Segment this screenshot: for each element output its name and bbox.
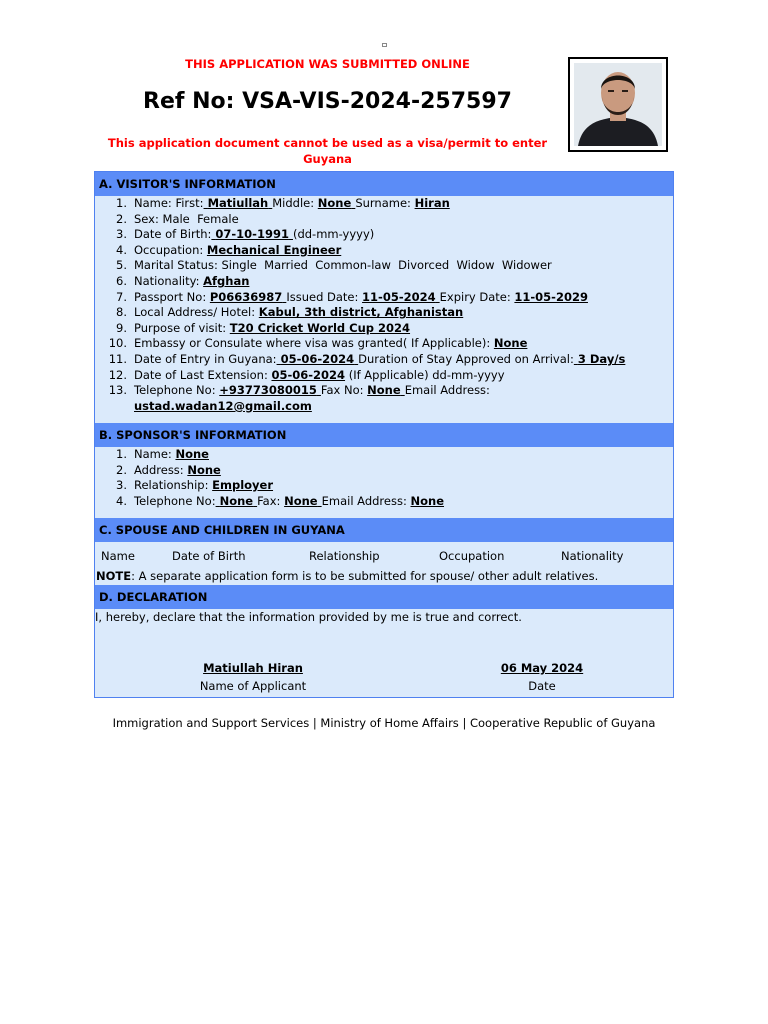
tiny-image-placeholder (382, 43, 387, 47)
field-label: Fax No: (320, 383, 364, 398)
sponsor-relationship-value: Employer (212, 478, 274, 493)
field-label: Local Address/ Hotel: (134, 305, 256, 320)
field-label: Nationality: (134, 273, 200, 288)
column-occupation: Occupation (439, 549, 505, 563)
application-form (94, 171, 674, 698)
list-number: 5. (116, 258, 127, 273)
field-label: Issued Date: (286, 289, 359, 304)
visitor-info-list (95, 196, 673, 414)
list-number: 1. (116, 447, 127, 461)
sponsor-email-value: None (410, 493, 445, 508)
column-relationship: Relationship (309, 549, 380, 563)
portrait-image (574, 63, 662, 146)
telephone-value: +93773080015 (219, 383, 317, 398)
field-label: Surname: (355, 196, 411, 210)
field-label: Middle: (272, 196, 315, 210)
sex-options: Male Female (162, 211, 239, 226)
list-number: 12. (108, 367, 127, 382)
list-item-extension (95, 368, 673, 384)
list-item-sex (95, 212, 673, 228)
field-label: Fax: (257, 493, 281, 508)
list-item-marital (95, 258, 673, 274)
reference-number: Ref No: VSA-VIS-2024-257597 (143, 89, 512, 114)
spouse-note (96, 569, 598, 583)
date-value: 06 May 2024 (500, 661, 584, 675)
list-number: 1. (116, 196, 127, 210)
field-label: Occupation: (134, 242, 204, 257)
entry-date-value: 05-06-2024 (280, 351, 355, 366)
passport-value: P06636987 (209, 289, 283, 304)
first-name-value: Matiullah (207, 196, 269, 210)
note-text: : A separate application form is to be submitted for spouse/ other adult relatives. (131, 569, 599, 583)
applicant-name-caption: Name of Applicant (199, 679, 307, 693)
sponsor-info-list (95, 447, 673, 509)
list-item-sponsor-relationship (95, 478, 673, 494)
list-item-entry (95, 352, 673, 368)
field-label: Sex: (134, 211, 159, 226)
embassy-value: None (493, 336, 528, 351)
field-label: Email Address: (321, 493, 407, 508)
sponsor-telephone-value: None (219, 493, 254, 508)
field-label: Telephone No: (134, 493, 216, 508)
field-label: Expiry Date: (439, 289, 511, 304)
visa-warning: This application document cannot be used as a visa/permit to enter Guyana (107, 136, 548, 166)
declaration-statement: I, hereby, declare that the information provided by me is true and correct. (95, 610, 522, 624)
field-label: Purpose of visit: (134, 320, 227, 335)
list-number: 4. (116, 242, 127, 257)
list-item-sponsor-telephone (95, 494, 673, 510)
column-name: Name (101, 549, 135, 563)
extension-value: 05-06-2024 (271, 367, 346, 382)
list-item-sponsor-name (95, 447, 673, 463)
section-d-header: D. DECLARATION (95, 585, 673, 609)
applicant-name-value: Matiullah Hiran (203, 661, 303, 675)
list-item-dob (95, 227, 673, 243)
field-label: Marital Status: (134, 258, 218, 273)
nationality-value: Afghan (203, 273, 250, 288)
dob-value: 07-10-1991 (215, 227, 289, 242)
extension-format: (If Applicable) dd-mm-yyyy (348, 367, 505, 382)
surname-value: Hiran (414, 196, 450, 210)
email-value: ustad.wadan12@gmail.com (134, 398, 312, 413)
section-c-header: C. SPOUSE AND CHILDREN IN GUYANA (95, 518, 673, 542)
list-item-passport (95, 290, 673, 306)
list-item-nationality (95, 274, 673, 290)
footer-text: Immigration and Support Services | Ministry of Home Affairs | Cooperative Republic of Guyana (112, 716, 656, 730)
field-label: Embassy or Consulate where visa was granted( If Applicable): (134, 336, 491, 351)
list-item-telephone (95, 383, 673, 414)
issued-date-value: 11-05-2024 (362, 289, 436, 304)
list-number: 7. (116, 289, 127, 304)
address-value: Kabul, 3th district, Afghanistan (258, 305, 464, 320)
list-number: 2. (116, 211, 127, 226)
field-label: Name: (134, 447, 172, 461)
column-dob: Date of Birth (172, 549, 246, 563)
list-item-purpose (95, 321, 673, 337)
date-caption: Date (528, 679, 556, 693)
field-label: Address: (134, 462, 184, 477)
duration-value: 3 Day/s (577, 351, 626, 366)
list-item-sponsor-address (95, 463, 673, 479)
list-number: 9. (116, 320, 127, 335)
purpose-value: T20 Cricket World Cup 2024 (229, 320, 411, 335)
field-label: Date of Birth: (134, 227, 212, 242)
list-number: 2. (116, 462, 127, 477)
middle-name-value: None (317, 196, 352, 210)
field-label: Date of Last Extension: (134, 367, 268, 382)
list-item-occupation (95, 243, 673, 259)
spouse-table-header (95, 549, 673, 565)
applicant-signature (179, 661, 327, 696)
dob-format: (dd-mm-yyyy) (292, 227, 375, 242)
list-number: 13. (108, 383, 127, 398)
list-item-address (95, 305, 673, 321)
section-b-header: B. SPONSOR'S INFORMATION (95, 423, 673, 447)
list-number: 8. (116, 305, 127, 320)
sponsor-fax-value: None (284, 493, 318, 508)
list-number: 4. (116, 493, 127, 508)
marital-options: Single Married Common-law Divorced Widow Widower (221, 258, 552, 273)
column-nationality: Nationality (561, 549, 624, 563)
occupation-value: Mechanical Engineer (206, 242, 342, 257)
portrait-icon (574, 63, 662, 146)
fax-value: None (367, 383, 401, 398)
field-label: Name: First: (134, 196, 204, 210)
expiry-date-value: 11-05-2029 (514, 289, 588, 304)
field-label: Telephone No: (134, 383, 216, 398)
list-item-embassy (95, 336, 673, 352)
list-number: 11. (108, 351, 127, 366)
sponsor-name-value: None (175, 447, 209, 461)
submitted-notice: THIS APPLICATION WAS SUBMITTED ONLINE (185, 57, 470, 71)
applicant-photo (568, 57, 668, 152)
sponsor-address-value: None (187, 462, 221, 477)
list-number: 6. (116, 273, 127, 288)
field-label: Date of Entry in Guyana: (134, 351, 277, 366)
field-label: Passport No: (134, 289, 207, 304)
section-a-header: A. VISITOR'S INFORMATION (95, 172, 673, 196)
note-label: NOTE (96, 569, 132, 583)
list-number: 10. (108, 336, 127, 351)
field-label: Duration of Stay Approved on Arrival: (358, 351, 574, 366)
list-item-name (95, 196, 673, 212)
list-number: 3. (116, 478, 127, 493)
field-label: Email Address: (404, 383, 490, 398)
list-number: 3. (116, 227, 127, 242)
field-label: Relationship: (134, 478, 209, 493)
declaration-date (477, 661, 607, 696)
